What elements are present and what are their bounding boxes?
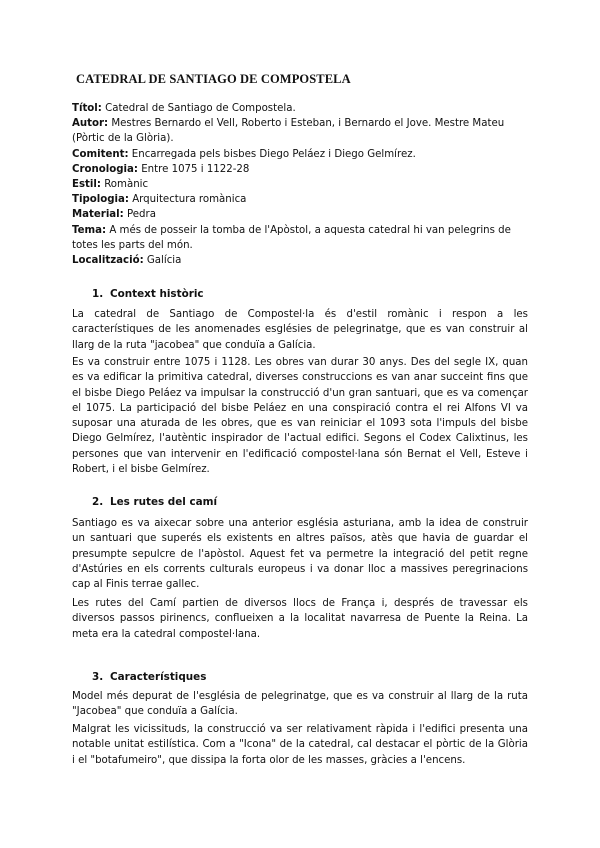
field-value: Galícia (143, 255, 182, 267)
field-key: Comitent: (72, 148, 129, 160)
field-value: Arquitectura romànica (128, 194, 247, 206)
field-theme (72, 223, 532, 253)
section-number: 2. (92, 496, 104, 508)
field-key: Material: (72, 209, 124, 221)
field-value: Romànic (100, 179, 149, 191)
paragraph: Malgrat les vicissituds, la construcció va ser relativament ràpida i l'edifici presenta una notable unitat estilística. Com a "Icona" de la catedral, cal destacar el pòrtic de la Glòria i el "botafumeiro", que dissipa la forta olor de les masses, gràcies a l'encens. (72, 724, 528, 766)
page-title: CATEDRAL DE SANTIAGO DE COMPOSTELA (76, 72, 351, 86)
field-material (72, 207, 532, 222)
field-key: Tema: (72, 224, 107, 236)
field-key: Autor: (72, 118, 109, 130)
section-heading-context (92, 288, 204, 300)
field-location (72, 253, 532, 268)
section-title: Context històric (110, 288, 204, 300)
paragraph: Model més depurat de l'església de pelegrinatge, que es va construir al llarg de la ruta "Jacobea" que conduïa a Galícia. (72, 691, 528, 718)
field-key: Títol: (72, 103, 102, 114)
section-heading-routes (92, 496, 217, 508)
field-value: Entre 1075 i 1122-28 (137, 163, 250, 175)
section-heading-characteristics (92, 671, 206, 683)
field-key: Localització: (72, 255, 144, 267)
paragraph: La catedral de Santiago de Compostel·la és d'estil romànic i respon a les característiques de les anomenades esglésies de pelegrinatge, que es van construir al llarg de la ruta "jacobea" que conduïa a Galícia. (72, 309, 528, 351)
paragraph: Santiago es va aixecar sobre una anterior església asturiana, amb la idea de construir un santuari que superés els existents en altres països, atès que havia de guardar el presumpte sepulcre de l'apòstol. Aquest fet va permetre la integració del petit regne d'Astúries en els corrents culturals europeus i va donar lloc a massives peregrinacions cap al Finis terrae gallec. (72, 518, 528, 591)
field-title (72, 101, 532, 116)
section-number: 1. (92, 288, 104, 300)
paragraph: Es va construir entre 1075 i 1128. Les obres van durar 30 anys. Des del segle IX, quan es va edificar la primitiva catedral, diverses construccions es van anar succeint fins que el bisbe Diego Peláez va impulsar la construcció d'un gran santuari, que es va començar el 1075. La participació del bisbe Peláez en una conspiració contra el rei Alfons VI va suposar una aturada de les obres, que es van reiniciar el 1093 sota l'impuls del bisbe Diego Gelmírez, l'autèntic inspirador de l'actual edifici. Segons el Codex Calixtinus, les persones que van intervenir en l'edificació compostel·lana són Bernat el Vell, Esteve i Robert, i el bisbe Gelmírez. (72, 357, 528, 476)
field-patron (72, 147, 532, 162)
field-value: Mestres Bernardo el Vell, Roberto i Esteban, i Bernardo el Jove. Mestre Mateu (Pòrtic de la Glòria). (72, 118, 505, 145)
field-typology (72, 192, 532, 207)
field-key: Tipologia: (72, 194, 129, 206)
paragraph: Les rutes del Camí partien de diversos llocs de França i, després de travessar els diversos passos pirinencs, conflueixen a la localitat navarresa de Puente la Reina. La meta era la catedral compostel·lana. (72, 598, 528, 640)
field-key: Cronologia: (72, 163, 138, 175)
field-style (72, 177, 532, 192)
field-value: Pedra (123, 209, 156, 221)
section-number: 3. (92, 671, 104, 683)
field-key: Estil: (72, 179, 101, 191)
section-title: Les rutes del camí (110, 496, 218, 508)
field-value: A més de posseir la tomba de l'Apòstol, a aquesta catedral hi van pelegrins de totes les parts del món. (72, 224, 511, 251)
metadata-block (72, 101, 532, 268)
field-value: Catedral de Santiago de Compostela. (101, 103, 296, 114)
section-title: Característiques (110, 671, 207, 683)
field-author (72, 116, 532, 146)
field-chronology (72, 162, 532, 177)
field-value: Encarregada pels bisbes Diego Peláez i Diego Gelmírez. (128, 148, 416, 160)
